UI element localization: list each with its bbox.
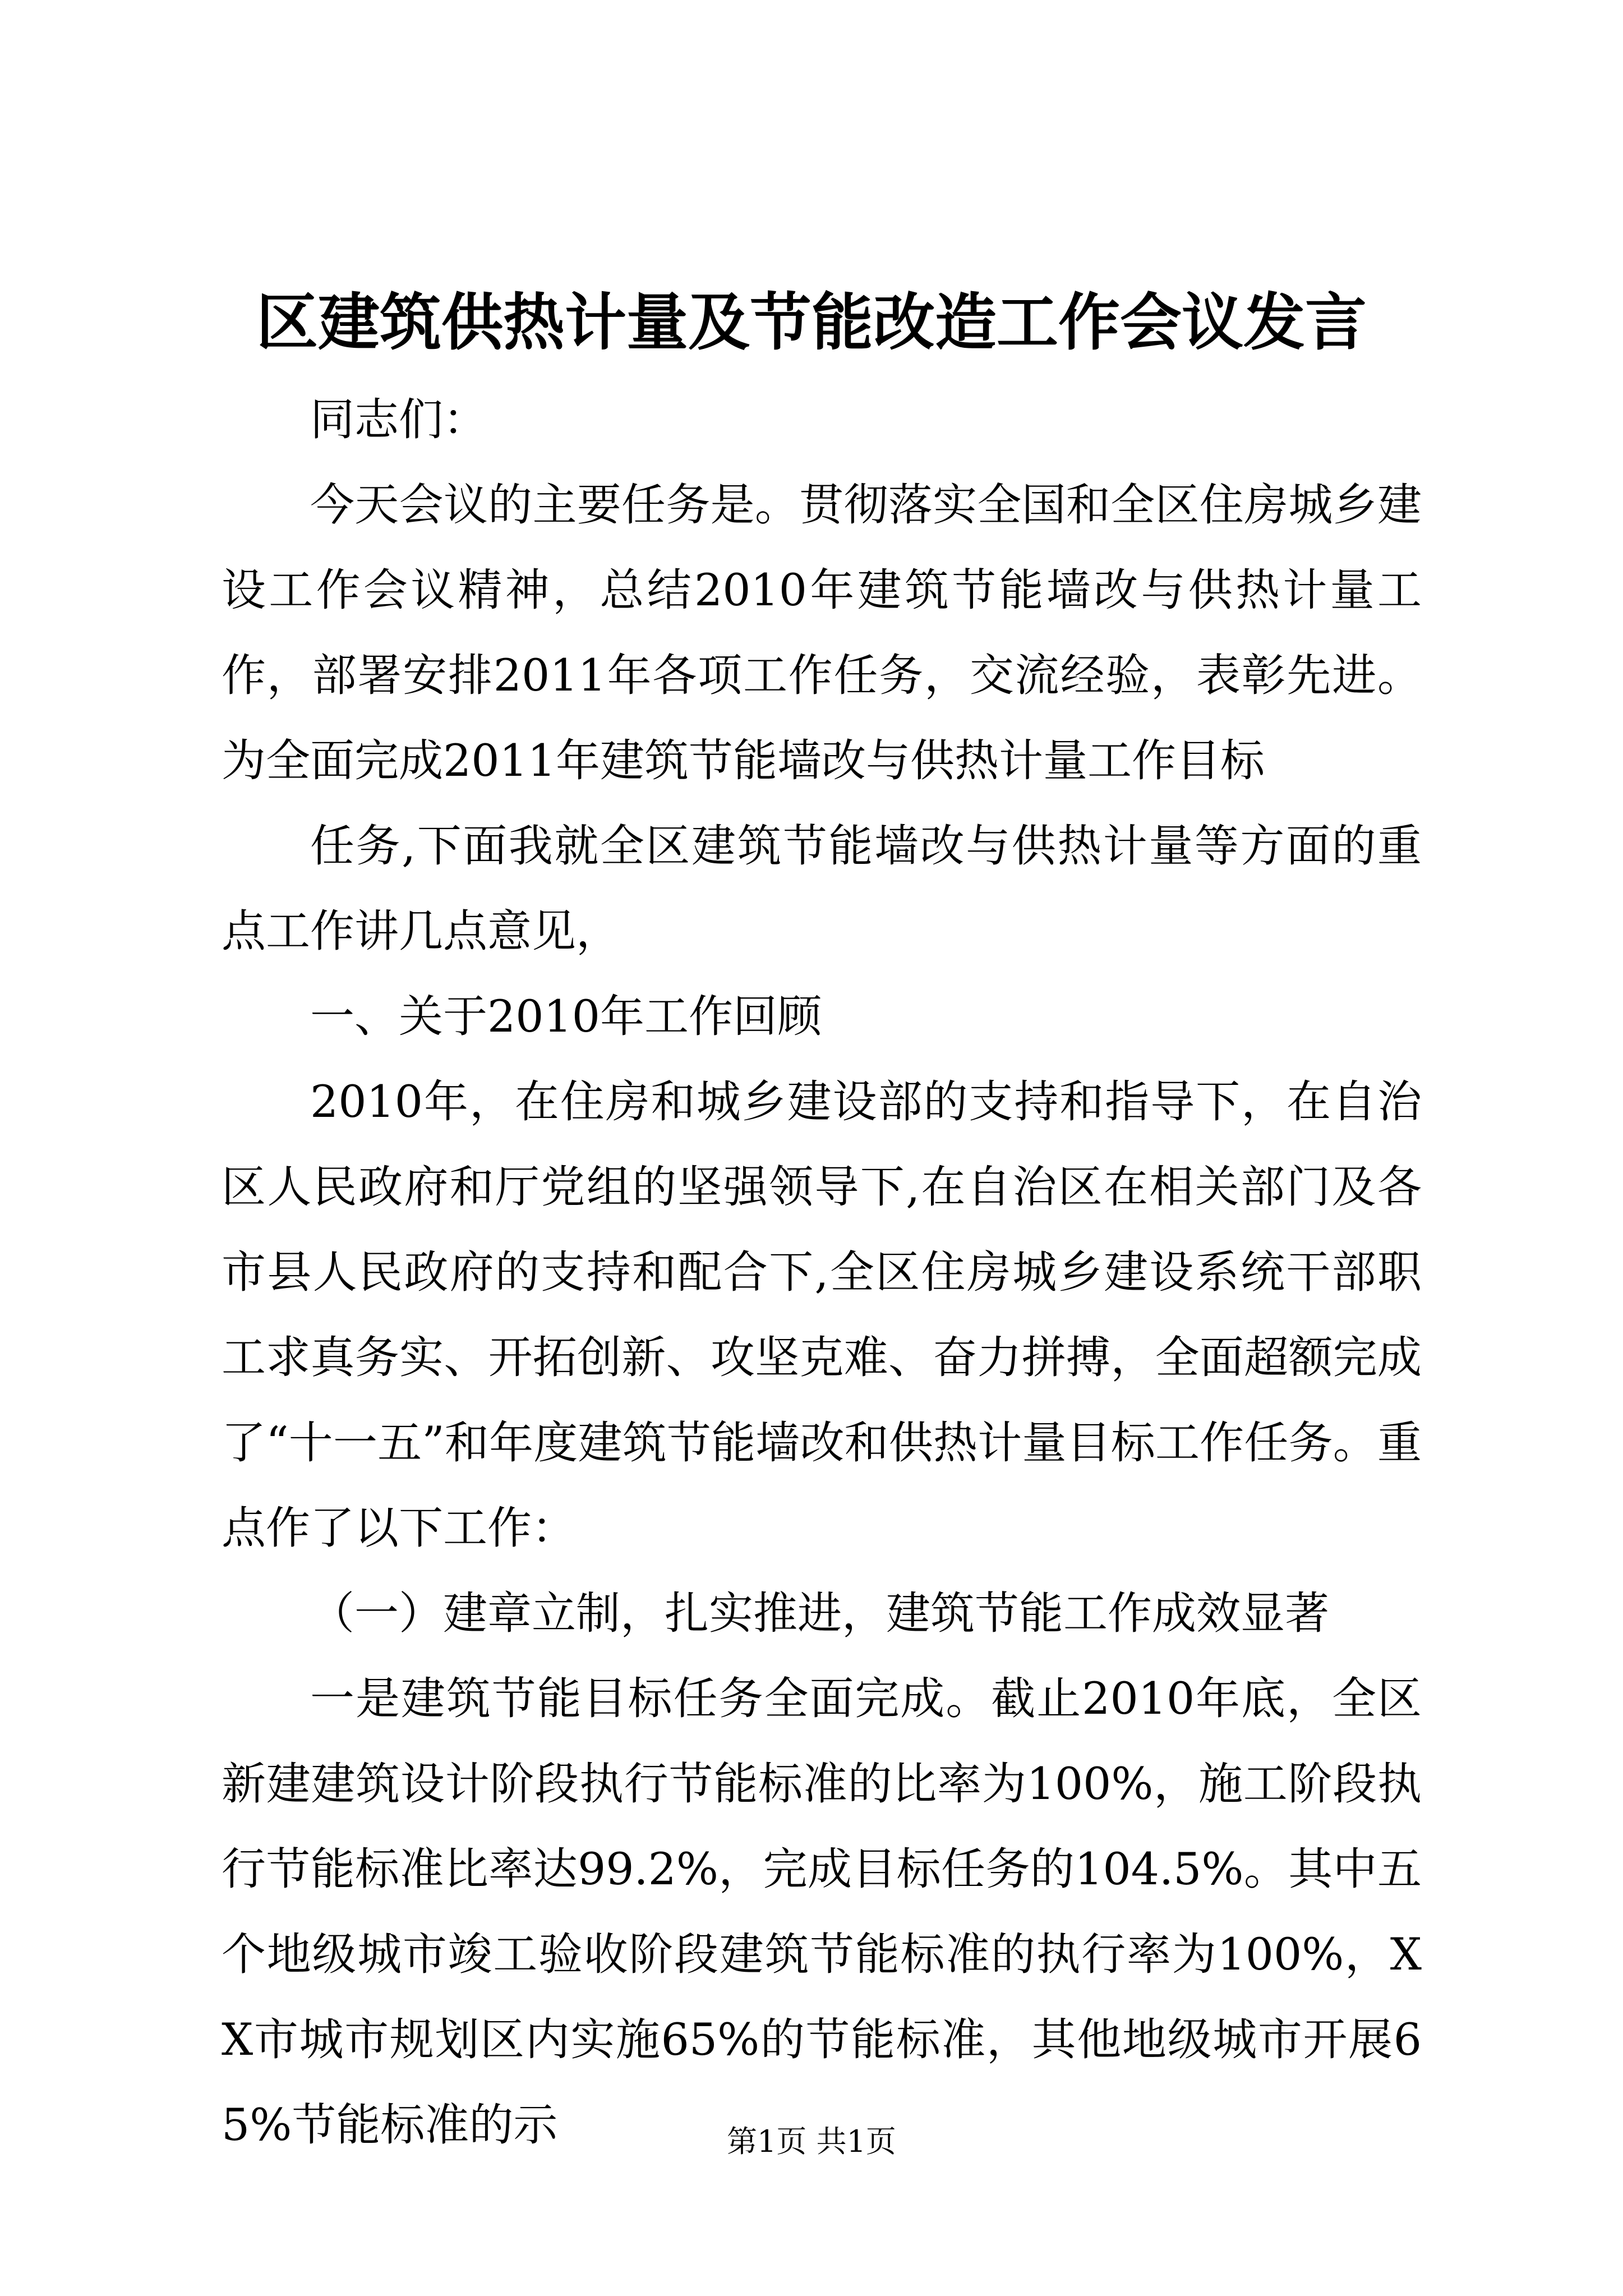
paragraph-key-points: 任务,下面我就全区建筑节能墙改与供热计量等方面的重点工作讲几点意见， [222, 820, 1422, 957]
page-footer: 第1页 共1页 [727, 2124, 896, 2159]
paragraph-greeting: 同志们： [310, 394, 487, 445]
paragraph-2010-summary: 2010年，在住房和城乡建设部的支持和指导下，在自治区人民政府和厅党组的坚强领导下,在自治区在相关部门及各市县人民政府的支持和配合下,全区住房城乡建设系统干部职工求真务实、开拓创新、攻坚克难、奋力拼搏，全面超额完成了“十一五”和年度建筑节能墙改和供热计量目标工作任务。重点作了以下工作： [222, 1076, 1422, 1554]
paragraph-meeting-tasks: 今天会议的主要任务是。贯彻落实全国和全区住房城乡建设工作会议精神，总结2010年建筑节能墙改与供热计量工作，部署安排2011年各项工作任务，交流经验，表彰先进。为全面完成2011年建筑节能墙改与供热计量工作目标 [222, 479, 1422, 786]
document-title: 区建筑供热计量及节能改造工作会议发言 [256, 286, 1367, 358]
paragraph-targets-completed: 一是建筑节能目标任务全面完成。截止2010年底，全区新建建筑设计阶段执行节能标准的比率为100%，施工阶段执行节能标准比率达99.2%，完成目标任务的104.5%。其中五个地级城市竣工验收阶段建筑节能标准的执行率为100%，XX市城市规划区内实施65%的节能标准，其他地级城市开展65%节能标准的示 [222, 1673, 1422, 2151]
subsection-heading-1: （一）建章立制，扎实推进，建筑节能工作成效显著 [310, 1588, 1329, 1639]
section-heading-review: 一、关于2010年工作回顾 [310, 991, 822, 1042]
document-body [222, 377, 1422, 2168]
